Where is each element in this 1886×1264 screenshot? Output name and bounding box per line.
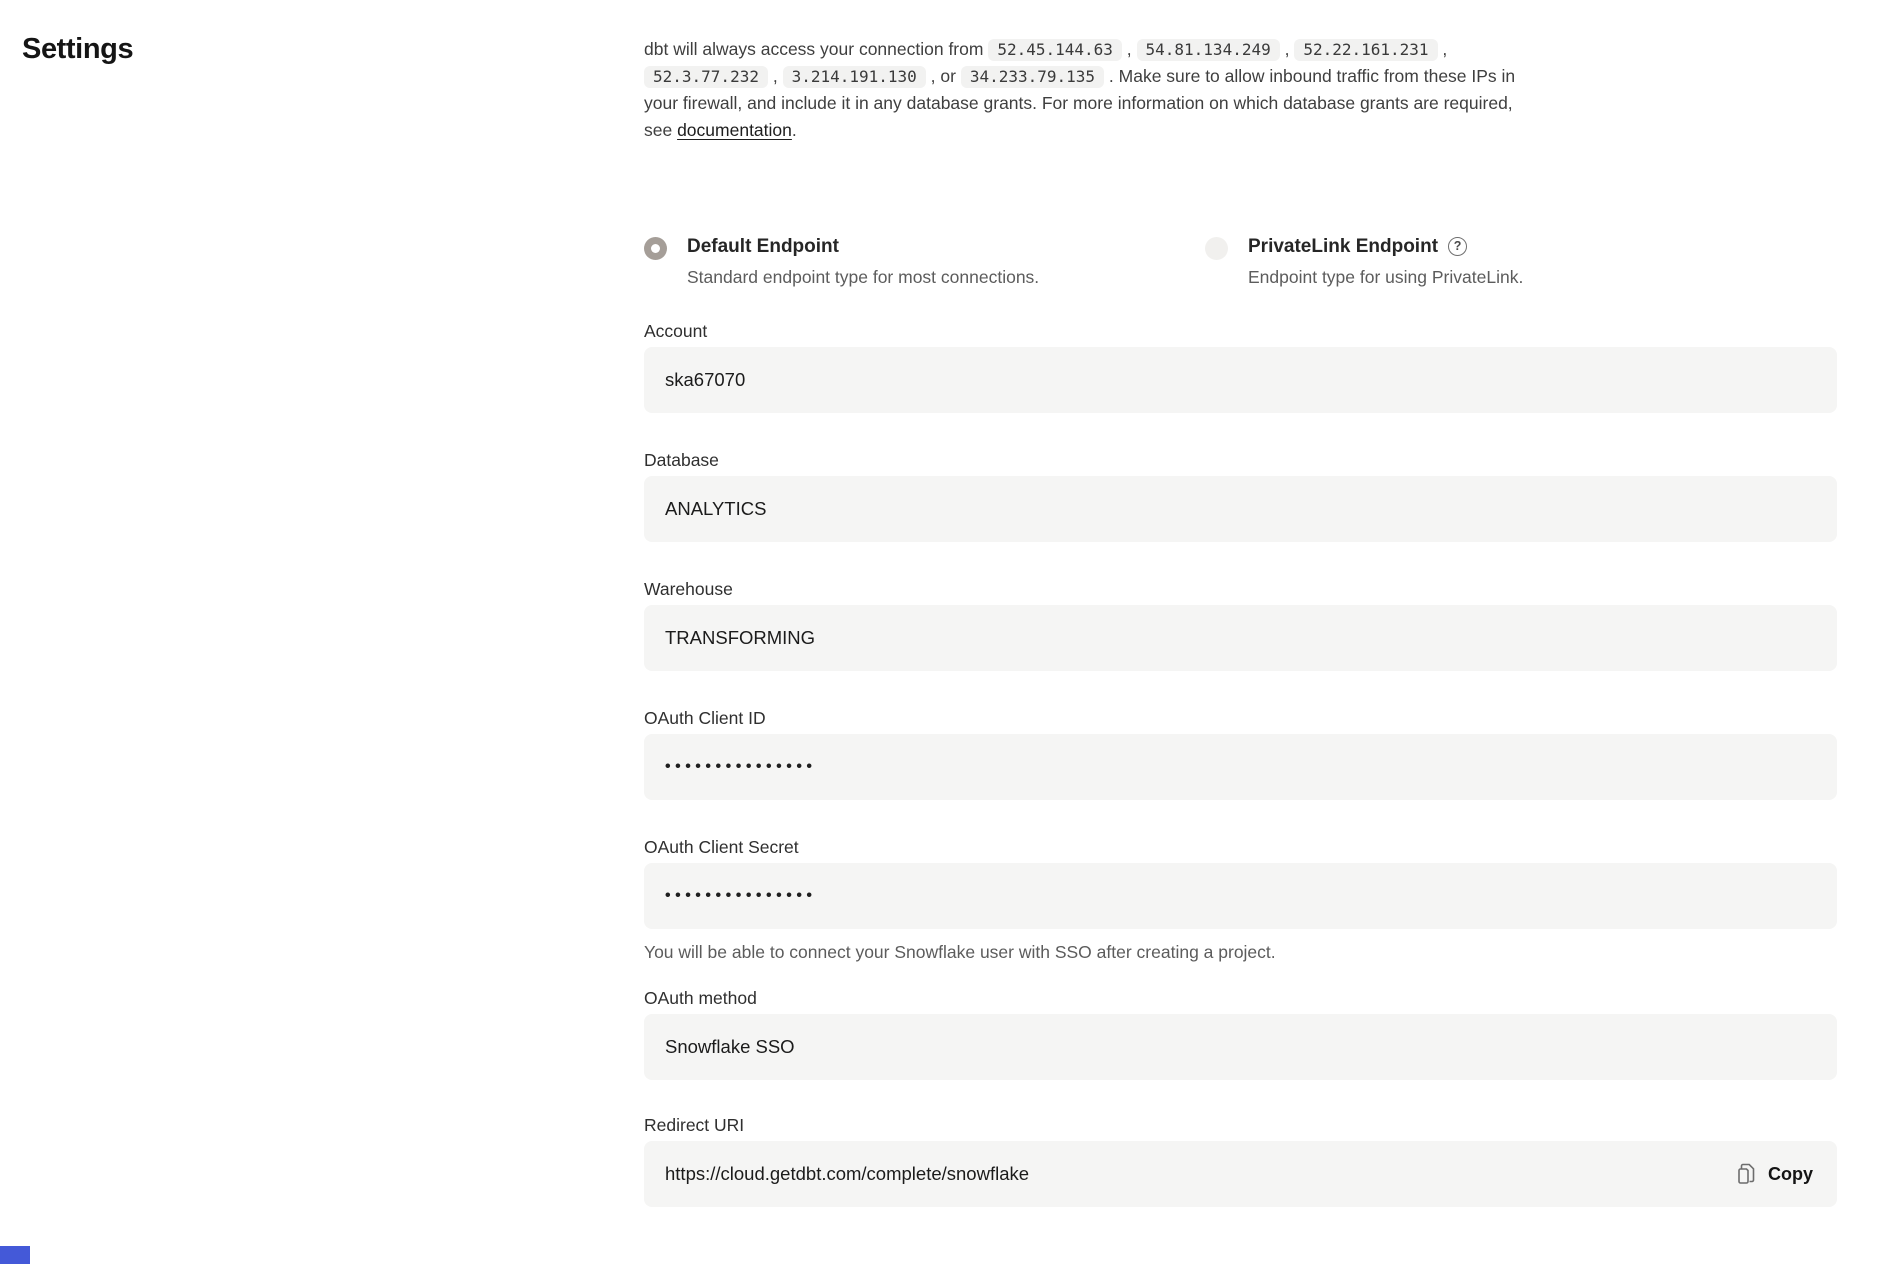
oauth-client-id-field-group (644, 708, 1837, 800)
intro-text: , (1121, 39, 1137, 59)
sso-helper-text: You will be able to connect your Snowflake user with SSO after creating a project. (644, 942, 1276, 962)
intro-text: . Make sure to allow inbound traffic from these IPs in your firewall, and include it in any database grants. For more information on which database grants are required, see (644, 66, 1516, 140)
oauth-client-secret-label: OAuth Client Secret (644, 837, 799, 857)
redirect-uri-input[interactable] (644, 1141, 1837, 1207)
bottom-left-accent (0, 1246, 30, 1264)
intro-text: , (1279, 39, 1295, 59)
redirect-uri-label: Redirect URI (644, 1115, 745, 1135)
endpoint-privatelink-label: PrivateLink Endpoint (1248, 236, 1439, 257)
connection-settings-panel (644, 36, 1837, 1207)
oauth-client-secret-field-group (644, 837, 1837, 962)
intro-text: , (1437, 39, 1448, 59)
account-input[interactable] (644, 347, 1837, 413)
endpoint-option-privatelink[interactable] (1205, 235, 1837, 288)
oauth-method-label: OAuth method (644, 988, 757, 1008)
ip-address-chip: 52.45.144.63 (988, 39, 1122, 61)
intro-text: , (767, 66, 783, 86)
warehouse-value: TRANSFORMING (665, 627, 816, 648)
oauth-method-value: Snowflake SSO (665, 1036, 795, 1057)
oauth-client-id-label: OAuth Client ID (644, 708, 766, 728)
ip-address-chip: 52.22.161.231 (1294, 39, 1437, 61)
page-title: Settings (22, 33, 134, 65)
oauth-method-field-group (644, 988, 1837, 1080)
endpoint-default-description: Standard endpoint type for most connections. (687, 267, 1040, 287)
ip-address-chip: 54.81.134.249 (1137, 39, 1280, 61)
oauth-client-secret-masked-value: ••••••••••••••• (665, 887, 817, 904)
endpoint-option-default[interactable] (644, 235, 1205, 288)
copy-button-label: Copy (1768, 1163, 1813, 1184)
account-label: Account (644, 321, 708, 341)
endpoint-default-label: Default Endpoint (687, 236, 839, 257)
intro-paragraph (644, 36, 1536, 144)
ip-address-chip: 34.233.79.135 (961, 66, 1104, 88)
intro-text: dbt will always access your connection from (644, 39, 989, 59)
database-label: Database (644, 450, 719, 470)
endpoint-privatelink-description: Endpoint type for using PrivateLink. (1248, 267, 1524, 287)
intro-text: , or (925, 66, 961, 86)
radio-selected-icon[interactable] (644, 237, 667, 260)
warehouse-input[interactable] (644, 605, 1837, 671)
account-value: ska67070 (665, 369, 746, 390)
oauth-client-secret-input[interactable] (644, 863, 1837, 929)
question-circle-icon[interactable]: ? (1448, 237, 1467, 256)
intro-text: . (791, 120, 797, 140)
warehouse-field-group (644, 579, 1837, 671)
copy-icon (1737, 1163, 1757, 1185)
warehouse-label: Warehouse (644, 579, 733, 599)
documentation-link[interactable]: documentation (677, 120, 792, 140)
redirect-uri-value: https://cloud.getdbt.com/complete/snowflake (665, 1163, 1030, 1184)
redirect-uri-field-group (644, 1115, 1837, 1207)
account-field-group (644, 321, 1837, 413)
ip-address-chip: 52.3.77.232 (644, 66, 768, 88)
ip-address-chip: 3.214.191.130 (783, 66, 926, 88)
oauth-client-id-input[interactable] (644, 734, 1837, 800)
oauth-client-id-masked-value: ••••••••••••••• (665, 758, 817, 775)
endpoint-type-radio-group (644, 235, 1837, 288)
database-field-group (644, 450, 1837, 542)
copy-button[interactable] (1737, 1163, 1813, 1185)
database-value: ANALYTICS (665, 498, 767, 519)
radio-unselected-icon[interactable] (1205, 237, 1228, 260)
database-input[interactable] (644, 476, 1837, 542)
oauth-method-input[interactable] (644, 1014, 1837, 1080)
